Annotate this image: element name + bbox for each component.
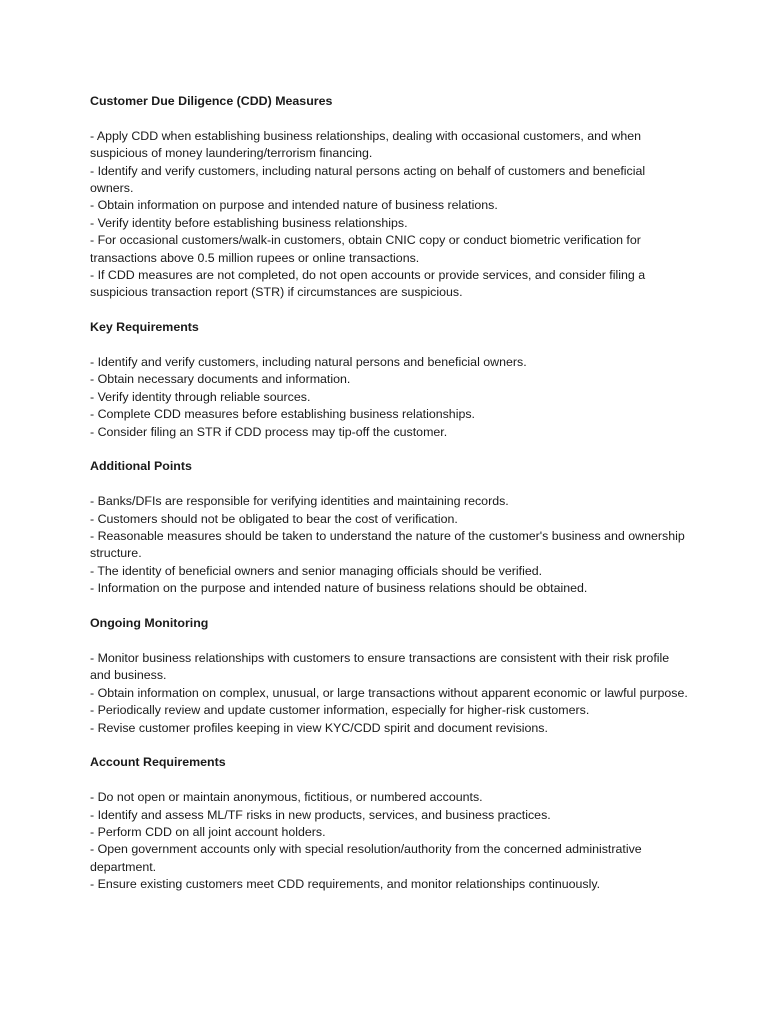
section-account-requirements [90,754,690,893]
list-item: - Monitor business relationships with customers to ensure transactions are consistent with their risk profile and business. [90,650,670,683]
list-item: - Banks/DFIs are responsible for verifying identities and maintaining records. [90,494,509,509]
list-item: - Revise customer profiles keeping in view KYC/CDD spirit and document revisions. [90,720,548,735]
section-cdd-measures [90,93,690,302]
list-item: - Perform CDD on all joint account holders. [90,824,326,839]
section-heading: Key Requirements [90,320,199,335]
list-item: - Customers should not be obligated to bear the cost of verification. [90,511,458,526]
list-item: - If CDD measures are not completed, do not open accounts or provide services, and consider filing a suspicious transaction report (STR) if circumstances are suspicious. [90,268,646,300]
list-item: - Consider filing an STR if CDD process may tip-off the customer. [90,424,448,439]
section-heading: Customer Due Diligence (CDD) Measures [90,94,333,108]
document-page [90,93,690,911]
list-item: - Open government accounts only with special resolution/authority from the concerned administrative department. [90,842,642,874]
section-ongoing-monitoring [90,615,690,737]
list-item: - Verify identity before establishing business relationships. [90,215,408,230]
list-item: - Do not open or maintain anonymous, fictitious, or numbered accounts. [90,790,483,805]
list-item: - The identity of beneficial owners and senior managing officials should be verified. [90,563,543,578]
list-item: - Complete CDD measures before establishing business relationships. [90,407,475,422]
list-item: - Obtain information on purpose and intended nature of business relations. [90,198,498,213]
list-item: - Identify and verify customers, including natural persons acting on behalf of customers and beneficial owners. [90,163,646,196]
list-item: - Obtain information on complex, unusual, or large transactions without apparent economic or lawful purpose. [90,685,688,700]
list-item: - Apply CDD when establishing business relationships, dealing with occasional customers, and when suspicious of money laundering/terrorism financing. [90,128,641,161]
list-item: - Identify and assess ML/TF risks in new products, services, and business practices. [90,807,551,822]
list-item: - Periodically review and update customer information, especially for higher-risk customers. [90,703,590,718]
section-heading: Additional Points [90,459,192,474]
section-heading: Account Requirements [90,755,226,770]
bullet-list [90,789,690,893]
list-item: - Verify identity through reliable sources. [90,389,311,404]
section-heading: Ongoing Monitoring [90,616,209,631]
list-item: - For occasional customers/walk-in customers, obtain CNIC copy or conduct biometric verification for transactions above 0.5 million rupees or online transactions. [90,233,641,265]
list-item: - Ensure existing customers meet CDD requirements, and monitor relationships continuously. [90,877,601,892]
section-key-requirements [90,319,690,441]
bullet-list [90,493,690,597]
list-item: - Information on the purpose and intended nature of business relations should be obtained. [90,581,588,596]
bullet-list [90,650,690,737]
list-item: - Obtain necessary documents and information. [90,372,351,387]
bullet-list [90,354,690,441]
bullet-list [90,128,690,302]
section-additional-points [90,458,690,597]
list-item: - Identify and verify customers, including natural persons and beneficial owners. [90,355,527,370]
list-item: - Reasonable measures should be taken to understand the nature of the customer's business and ownership structure. [90,529,685,561]
